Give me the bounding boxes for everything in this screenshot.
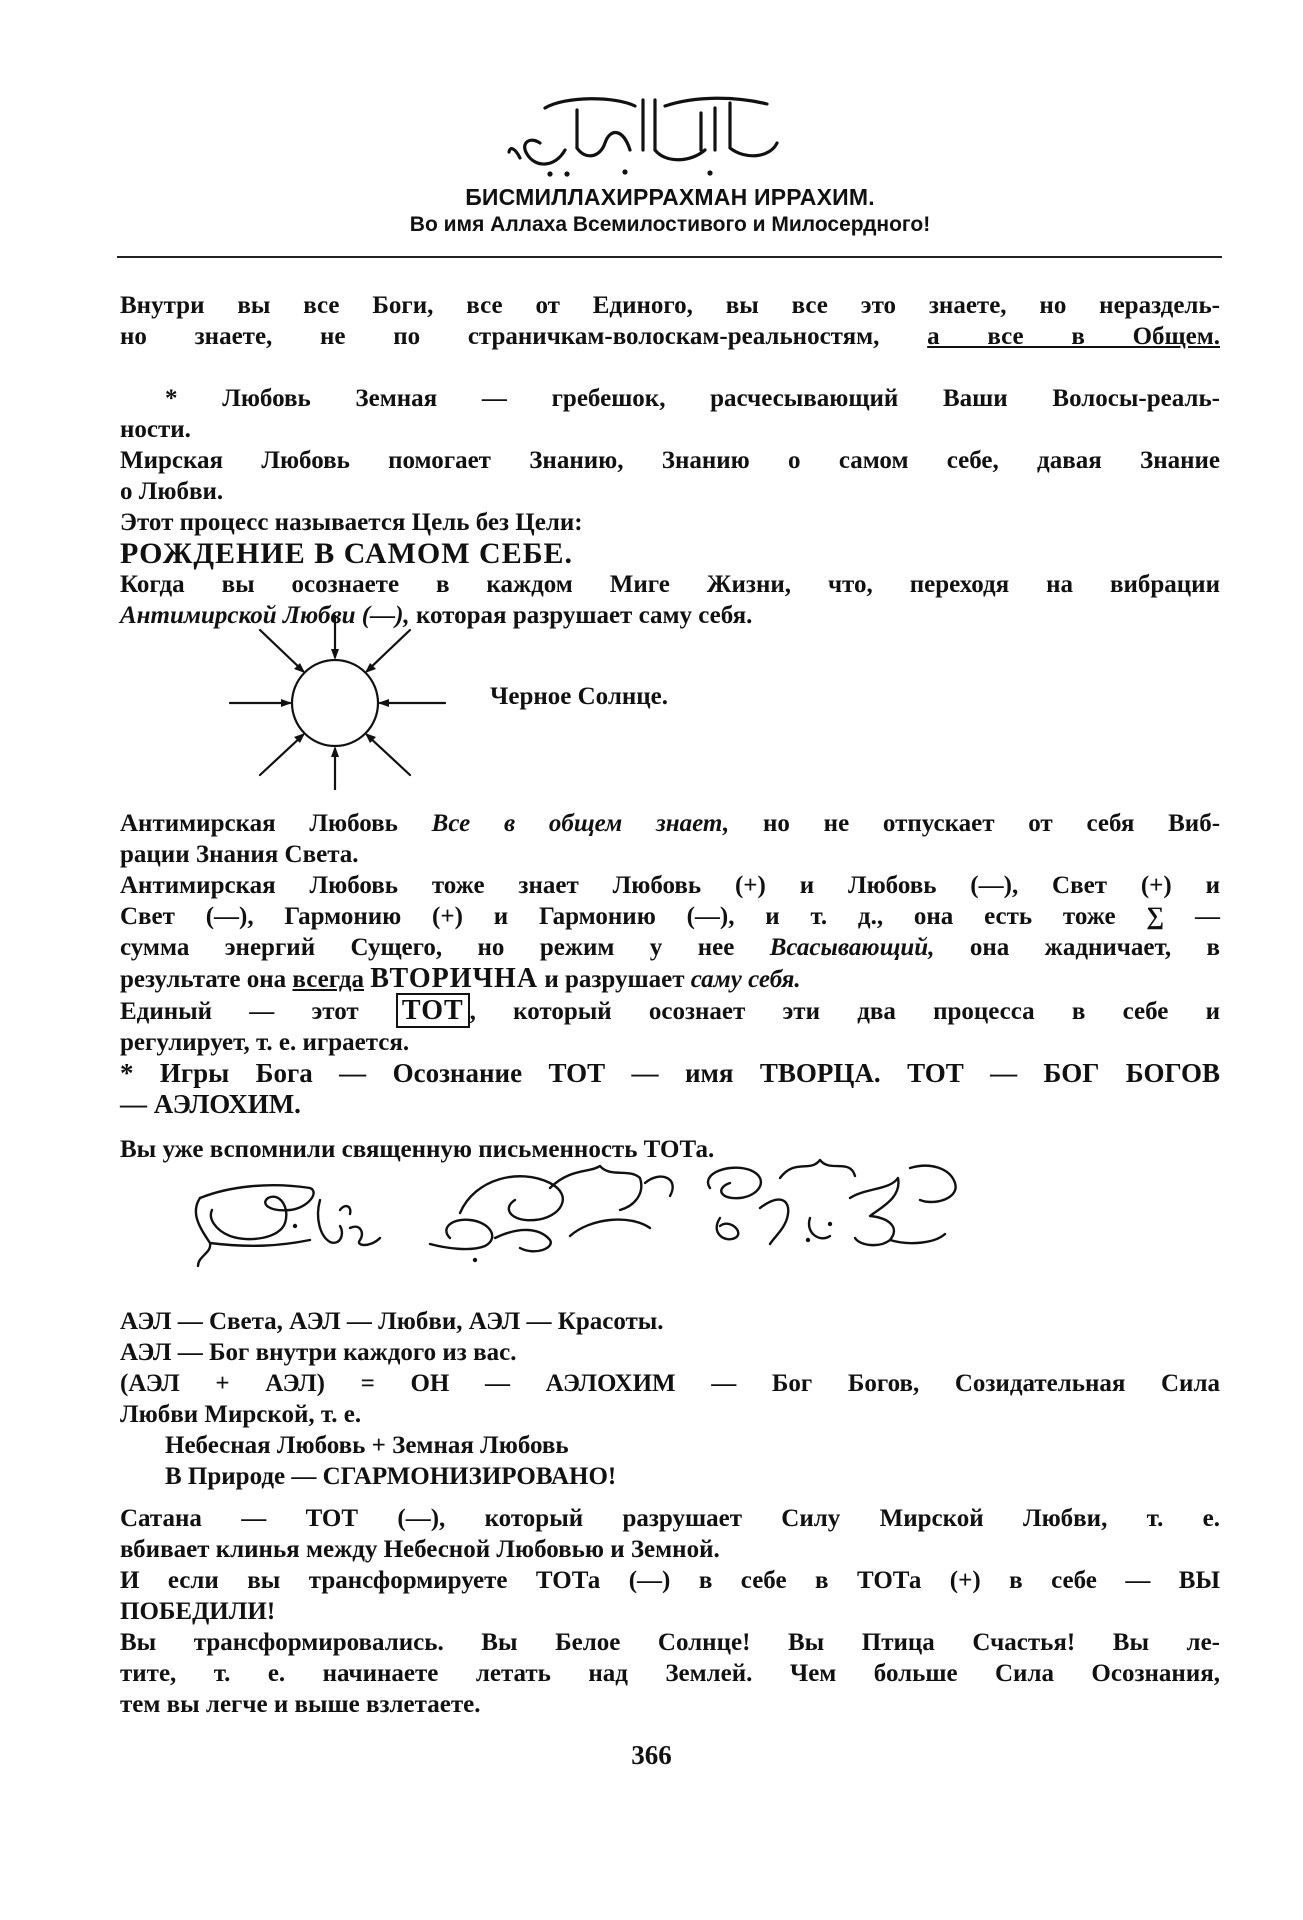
paragraph-line: (АЭЛ + АЭЛ) = ОН — АЭЛОХИМ — Бог Богов, Созидательная Сила (120, 1370, 1220, 1397)
underlined-text: всегда (292, 966, 364, 993)
black-sun-label: Черное Солнце. (490, 683, 669, 710)
emphasis-text: ВТОРИЧНА (370, 963, 539, 994)
paragraph-line: И если вы трансформируете ТОТа (—) в себе в ТОТа (+) в себе — ВЫ (120, 1567, 1220, 1594)
paragraph-line (120, 963, 1220, 995)
paragraph-line: Мирская Любовь помогает Знанию, Знанию о самом себе, давая Знание (120, 447, 1220, 474)
paragraph-line: тем вы легче и выше взлетаете. (120, 1691, 481, 1718)
paragraph-line: вбивает клинья между Небесной Любовью и Земной. (120, 1536, 720, 1563)
sacred-script-drawing (190, 1148, 1050, 1278)
italic-text: Антимирской Любви (—), (120, 602, 410, 629)
paragraph-line: Вы уже вспомнили священную письменность ТОТа. (120, 1136, 715, 1163)
paragraph-line (120, 995, 1220, 1027)
paragraph-line: тите, т. е. начинаете летать над Землей. Чем больше Сила Осознания, (120, 1660, 1220, 1687)
underlined-text: а все в Общем. (927, 323, 1220, 350)
paragraph-text: сумма энергий Сущего, но режим у нее (120, 934, 735, 961)
paragraph-text: и разрушает (544, 966, 685, 993)
paragraph-text: Единый — этот (120, 998, 359, 1025)
intro-text: но знаете, не по страничкам-волоскам-реальностям, (120, 323, 880, 350)
paragraph-line (120, 932, 1220, 963)
header-title: БИСМИЛЛАХИРРАХМАН ИРРАХИМ. (465, 184, 875, 210)
paragraph-line: о Любви. (120, 478, 224, 505)
emphasis-line: РОЖДЕНИЕ В САМОМ СЕБЕ. (120, 537, 574, 570)
paragraph-line: Небесная Любовь + Земная Любовь (165, 1432, 569, 1459)
paragraph-line: Сатана — ТОТ (—), который разрушает Силу Мирской Любви, т. е. (120, 1505, 1220, 1532)
paragraph-text: , который осознает эти два процесса в себе и (469, 998, 1220, 1025)
paragraph-line: Вы трансформировались. Вы Белое Солнце! Вы Птица Счастья! Вы ле- (120, 1629, 1220, 1656)
section-earthly-love (120, 383, 1220, 631)
section-antiworld-love (120, 808, 1220, 1165)
bismillah-calligraphy (505, 88, 790, 183)
paragraph-line: * Любовь Земная — гребешок, расчесывающий Ваши Волосы-реаль- (165, 385, 1220, 412)
paragraph-line (120, 808, 1220, 839)
italic-text: саму себя. (690, 966, 801, 993)
paragraph-line: Антимирская Любовь тоже знает Любовь (+) и Любовь (—), Свет (+) и (120, 872, 1220, 899)
paragraph-line: АЭЛ — Бог внутри каждого из вас. (120, 1339, 517, 1366)
paragraph-line: ности. (120, 416, 191, 443)
intro-paragraph (120, 290, 1220, 352)
paragraph-text: она жадничает, в (969, 934, 1221, 961)
paragraph-line: Свет (—), Гармонию (+) и Гармонию (—), и т. д., она есть тоже ∑ — (120, 903, 1220, 930)
paragraph-line: Когда вы осознаете в каждом Миге Жизни, что, переходя на вибрации (120, 571, 1220, 598)
italic-text: Все в общем знает, (431, 810, 730, 837)
emphasis-line: * Игры Бога — Осознание ТОТ — имя ТВОРЦА. ТОТ — БОГ БОГОВ (120, 1058, 1220, 1088)
paragraph-line: Любви Мирской, т. е. (120, 1401, 362, 1428)
italic-text: Всасывающий, (769, 934, 935, 961)
paragraph-text: Антимирская Любовь (120, 810, 398, 837)
paragraph-line: В Природе — СГАРМОНИЗИРОВАНО! (165, 1463, 617, 1490)
paragraph-line: регулирует, т. е. играется. (120, 1029, 410, 1056)
intro-line: Внутри вы все Боги, все от Единого, вы все это знаете, но нераздель- (120, 292, 1220, 319)
section-ael (120, 1306, 1220, 1492)
paragraph-line: Этот процесс называется Цель без Цели: (120, 509, 583, 536)
header-subtitle: Во имя Аллаха Всемилостивого и Милосердного! (409, 213, 931, 236)
header-divider (117, 256, 1222, 258)
paragraph-text: но не отпускает от себя Виб- (763, 810, 1221, 837)
paragraph-text: которая разрушает саму себя. (415, 602, 753, 629)
intro-line (120, 321, 1220, 352)
page-number: 366 (631, 1740, 672, 1770)
paragraph-line: ПОБЕДИЛИ! (120, 1598, 276, 1625)
boxed-tot: ТОТ (396, 993, 470, 1028)
paragraph-text: результате она (120, 966, 287, 993)
paragraph-line: рации Знания Света. (120, 841, 359, 868)
black-sun-figure (225, 615, 455, 790)
paragraph-line: АЭЛ — Света, АЭЛ — Любви, АЭЛ — Красоты. (120, 1308, 664, 1335)
section-satan (120, 1503, 1220, 1720)
emphasis-line: — АЭЛОХИМ. (120, 1089, 301, 1119)
